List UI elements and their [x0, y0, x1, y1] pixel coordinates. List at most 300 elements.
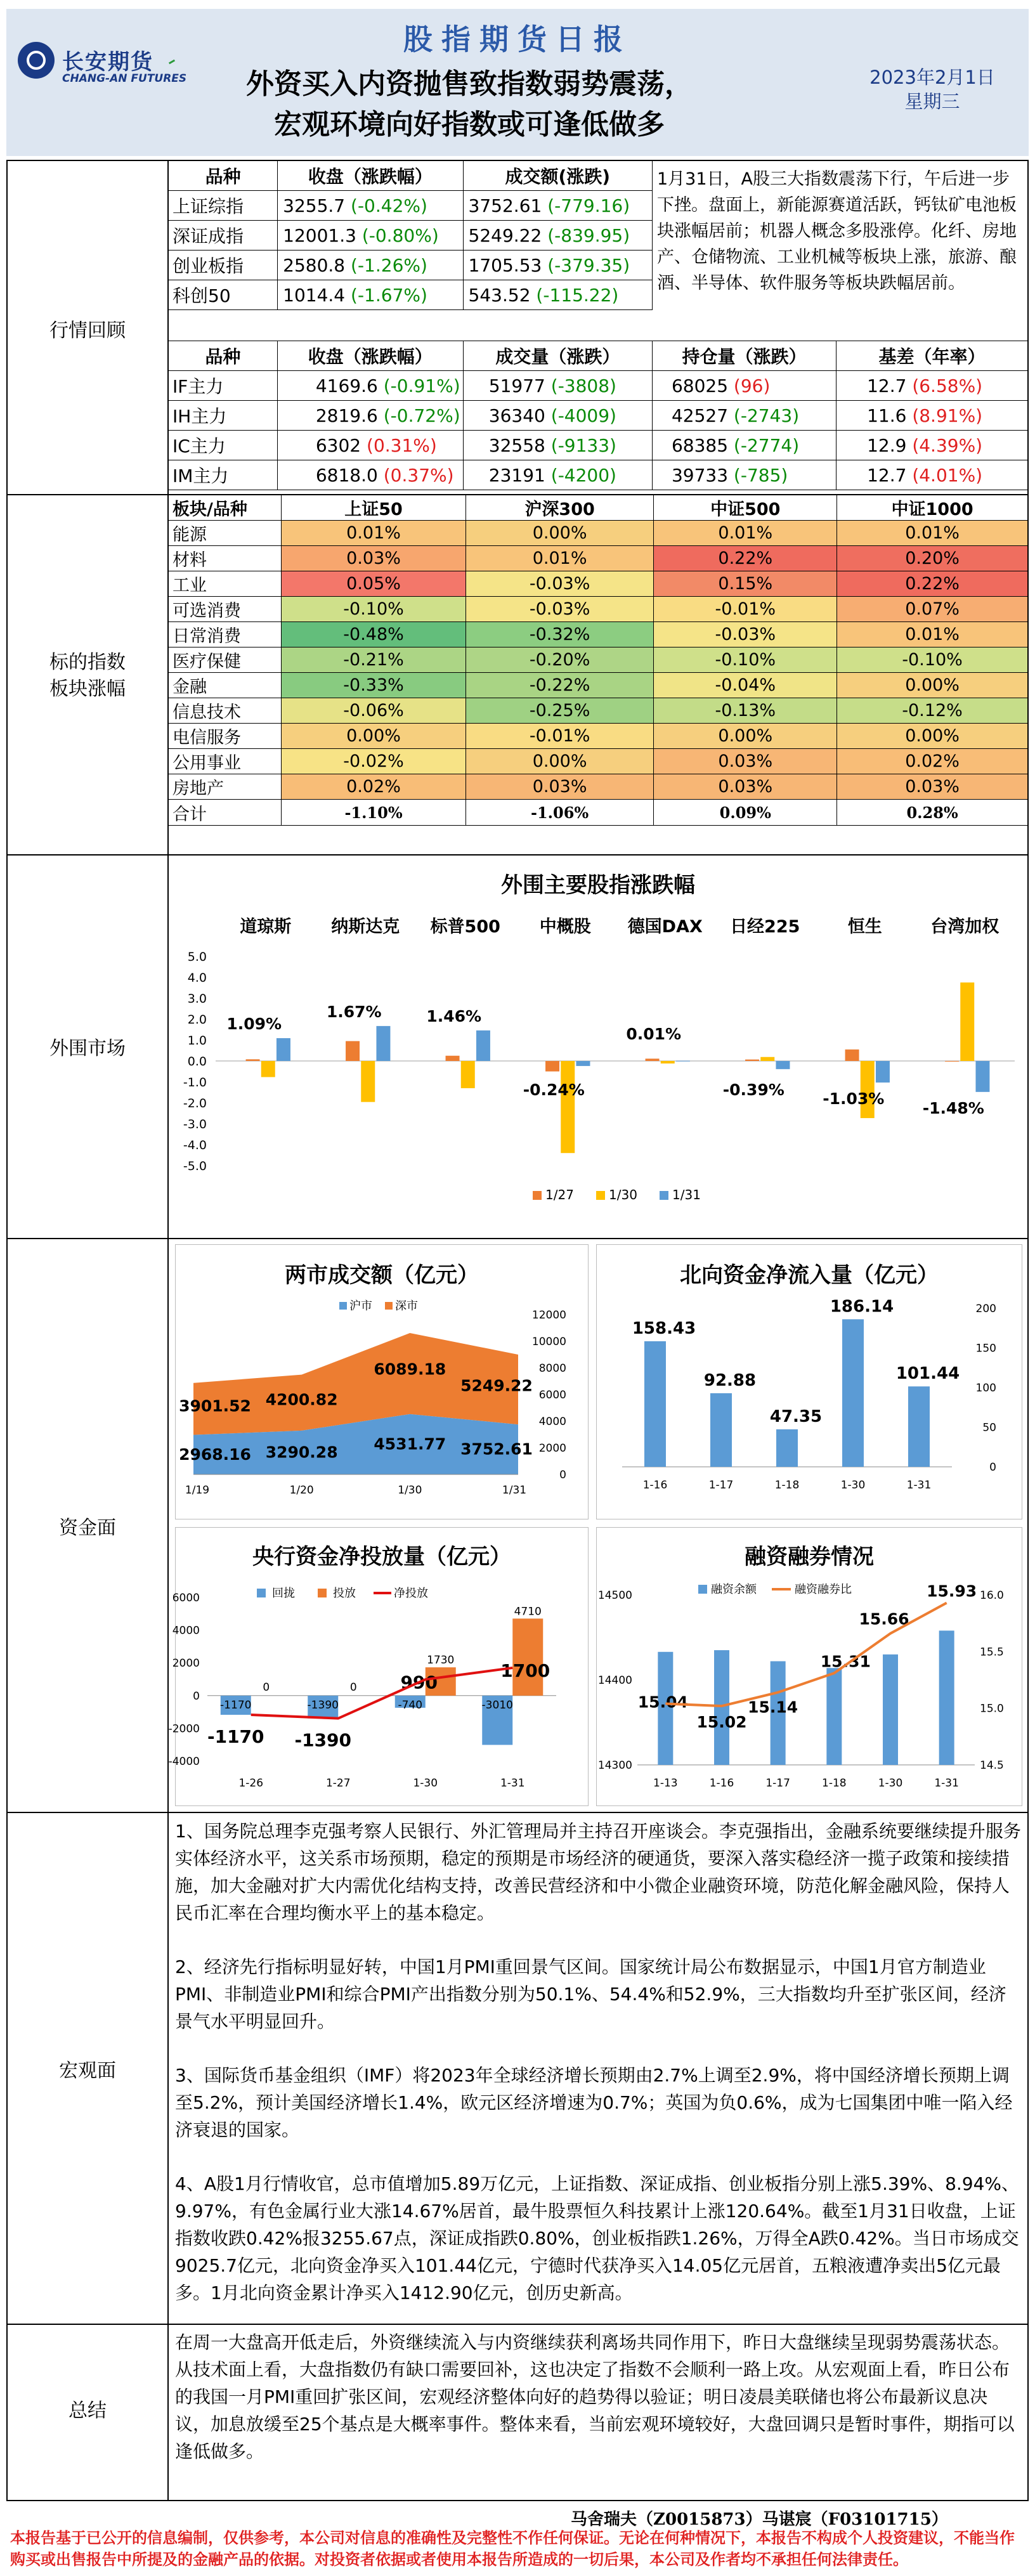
report-authors: 马舍瑞夫（Z0015873）马谌宸（F03101715）: [571, 2510, 948, 2529]
data-label: 1.46%: [426, 1006, 482, 1025]
sector-value: 0.03%: [654, 774, 837, 800]
chart-title: 外围主要股指涨跌幅: [501, 873, 695, 898]
index-close: 3255.7 (-0.42%): [278, 191, 463, 221]
macro-item: 2、经济先行指标明显好转，中国1月PMI重回景气区间。国家统计局公布数据显示，中国1月官方制造业PMI、非制造业PMI和综合PMI产出指数分别为50.1%、54.4%和52.9%，三大指数均升至扩张区间，经济景气水平明显回升。: [175, 1956, 1006, 2032]
futures-oi: 39733 (-785): [652, 460, 836, 490]
y-tick-label: 2.0: [187, 1013, 207, 1027]
sector-header: 板块/品种: [169, 495, 282, 521]
section-label-summary: 总结: [68, 2400, 107, 2422]
margin-chart: [596, 1527, 1022, 1806]
index-header: 收盘（涨跌幅）: [278, 161, 463, 191]
index-name: 深证成指: [169, 221, 278, 250]
sector-value: -0.33%: [282, 673, 466, 698]
index-close: 2580.8 (-1.26%): [278, 250, 463, 280]
headline-line2: 宏观环境向好指数或可逢低做多: [274, 108, 665, 141]
x-tick-label: 1/30: [398, 1484, 422, 1497]
data-label: 0: [263, 1681, 270, 1694]
sector-value: 0.01%: [654, 521, 837, 546]
bar: [646, 1058, 660, 1061]
index-close: 12001.3 (-0.80%): [278, 221, 463, 250]
y-tick-label: 2000: [172, 1657, 200, 1670]
x-tick-label: 1-18: [774, 1479, 800, 1492]
futures-oi: 68385 (-2774): [652, 431, 836, 460]
section-label-external: 外围市场: [49, 1038, 126, 1060]
y-tick-label: 50: [982, 1421, 996, 1434]
legend-label: 融资融券比: [795, 1583, 852, 1596]
data-label: 0: [349, 1681, 357, 1694]
bar: [883, 1655, 898, 1765]
legend-swatch: [596, 1191, 605, 1200]
pboc-chart: [168, 1527, 589, 1806]
data-label: 15.93: [927, 1582, 977, 1601]
futures-oi: 68025 (96): [652, 371, 836, 401]
data-label: 15.66: [859, 1610, 909, 1629]
sector-value: -0.13%: [654, 698, 837, 724]
bar: [975, 1061, 989, 1092]
sector-value: 0.05%: [282, 571, 466, 597]
bar: [576, 1061, 590, 1066]
y-tick-label: -4.0: [183, 1138, 207, 1152]
sector-value: -0.12%: [837, 698, 1028, 724]
bar: [845, 1050, 859, 1061]
sector-name: 日常消费: [169, 622, 282, 647]
sector-value: 0.00%: [465, 749, 654, 774]
data-label: 3752.61: [460, 1440, 533, 1459]
sector-value: -0.01%: [465, 724, 654, 749]
divider: [6, 2324, 1029, 2325]
category-label: 道琼斯: [240, 917, 292, 937]
bar: [376, 1026, 390, 1061]
x-tick-label: 1/31: [502, 1484, 527, 1497]
sector-value: -0.22%: [465, 673, 654, 698]
data-label: 990: [400, 1672, 438, 1693]
futures-basis: 12.9 (4.39%): [836, 431, 1028, 460]
x-tick-label: 1-17: [765, 1777, 790, 1790]
bar: [908, 1386, 930, 1467]
data-label: -1390: [307, 1698, 339, 1712]
bar: [561, 1061, 575, 1153]
sector-value: 0.01%: [465, 546, 654, 571]
legend-swatch: [698, 1585, 707, 1594]
macro-text: [175, 1818, 1022, 2306]
sector-header: 沪深300: [465, 495, 654, 521]
external-markets-svg: [171, 861, 1025, 1233]
sector-name: 医疗保健: [169, 647, 282, 673]
y-tick-label: 8000: [538, 1362, 566, 1375]
data-label: 15.02: [696, 1713, 747, 1732]
turnover-svg: [176, 1245, 589, 1520]
sector-value: -0.03%: [654, 622, 837, 647]
y-tick-label: 5.0: [187, 950, 207, 964]
logo-tick-icon: [169, 60, 175, 65]
data-label: 15.04: [637, 1693, 688, 1712]
x-tick-label: 1-31: [906, 1479, 932, 1492]
index-table: [168, 160, 653, 310]
category-label: 日经225: [730, 917, 800, 937]
sector-value: -0.10%: [654, 647, 837, 673]
bar: [277, 1038, 290, 1061]
sector-row: [169, 647, 1028, 673]
bar: [745, 1060, 759, 1061]
data-label: 15.31: [820, 1652, 871, 1671]
y-tick-label: 6000: [172, 1592, 200, 1604]
macro-item: 4、A股1月行情收官，总市值增加5.89万亿元，上证指数、深证成指、创业板指分别上涨5.39%、8.94%、9.97%，有色金属行业大涨14.67%居首，最牛股票恒久科技累计上涨120.64%。截至1月31日收盘，上证指数收跌0.42%报3255.67点，深证成指跌0.80%，创业板指跌1.26%，万得全A跌0.42%。当日市场成交9025.7亿元，北向资金净买入101.44亿元，宁德时代获净买入14.05亿元居首，五粮液遭净卖出5亿元最多。1月北向资金累计净买入1412.90亿元，创历史新高。: [175, 2173, 1020, 2303]
sector-value: 0.01%: [837, 521, 1028, 546]
sector-value: 0.03%: [465, 774, 654, 800]
sector-value: -0.01%: [654, 597, 837, 622]
data-label: -740: [398, 1698, 423, 1712]
sector-name: 金融: [169, 673, 282, 698]
sector-value: 0.00%: [465, 521, 654, 546]
sector-value: -0.25%: [465, 698, 654, 724]
index-row: [169, 280, 653, 310]
bar: [826, 1668, 842, 1765]
index-volume: 543.52 (-115.22): [463, 280, 652, 310]
bar: [760, 1057, 774, 1061]
y-tick-label: 0: [193, 1689, 200, 1703]
sector-value: 0.03%: [282, 546, 466, 571]
bar: [945, 1061, 959, 1062]
logo-cn: 长安期货: [62, 49, 153, 75]
futures-oi: 42527 (-2743): [652, 401, 836, 431]
sector-row: [169, 571, 1028, 597]
futures-volume: 23191 (-4200): [463, 460, 652, 490]
sector-value: 0.22%: [837, 571, 1028, 597]
y-tick-label: 10000: [531, 1336, 566, 1348]
y-tick-label: 3.0: [187, 992, 207, 1006]
futures-name: IM主力: [169, 460, 278, 490]
y-tick-label: 14500: [597, 1589, 632, 1602]
x-tick-label: 1-30: [878, 1777, 903, 1790]
sector-name: 电信服务: [169, 724, 282, 749]
data-label: 92.88: [703, 1370, 757, 1390]
sector-name: 工业: [169, 571, 282, 597]
northbound-chart: [596, 1244, 1022, 1519]
sector-value: -0.03%: [465, 597, 654, 622]
report-date: 2023年2月1日: [869, 67, 995, 88]
futures-name: IF主力: [169, 371, 278, 401]
y-tick-label: 4000: [538, 1415, 566, 1428]
data-label: 186.14: [830, 1297, 894, 1317]
legend-swatch: [257, 1589, 266, 1597]
index-close: 1014.4 (-1.67%): [278, 280, 463, 310]
divider: [6, 1238, 1029, 1239]
bar: [960, 982, 974, 1061]
bar: [346, 1041, 360, 1061]
chart-title: 两市成交额（亿元）: [285, 1263, 479, 1288]
divider: [6, 854, 1029, 855]
chart-title: 融资融券情况: [745, 1544, 874, 1570]
sector-total: -1.10%: [282, 800, 466, 826]
y-tick-label: -1.0: [183, 1076, 207, 1090]
bar: [246, 1059, 260, 1061]
y-tick-label: 15.0: [980, 1702, 1004, 1715]
legend-label: 回拢: [272, 1587, 295, 1600]
y-tick-label: 0: [989, 1461, 996, 1474]
sector-value: 0.02%: [282, 774, 466, 800]
index-header: 品种: [169, 161, 278, 191]
legend-label: 1/30: [609, 1187, 637, 1202]
legend-label: 1/31: [672, 1187, 701, 1202]
data-label: 15.14: [748, 1698, 798, 1717]
futures-header: 品种: [169, 341, 278, 371]
line-series: [251, 1668, 513, 1719]
y-tick-label: 0: [559, 1469, 566, 1481]
data-label: 3290.28: [265, 1443, 338, 1462]
data-label: -0.24%: [523, 1080, 585, 1099]
futures-table: [168, 341, 1028, 490]
category-label: 恒生: [847, 917, 882, 937]
futures-name: IH主力: [169, 401, 278, 431]
sector-value: -0.04%: [654, 673, 837, 698]
futures-basis: 11.6 (8.91%): [836, 401, 1028, 431]
pboc-svg: [168, 1528, 589, 1807]
sector-header: 中证500: [654, 495, 837, 521]
sector-value: 0.03%: [654, 749, 837, 774]
y-tick-label: -3.0: [183, 1117, 207, 1131]
y-tick-label: 14.5: [980, 1759, 1004, 1772]
bar: [842, 1319, 864, 1467]
sector-value: -0.20%: [465, 647, 654, 673]
sector-value: 0.00%: [837, 724, 1028, 749]
sector-value: 0.00%: [282, 724, 466, 749]
legend-label: 1/27: [545, 1187, 574, 1202]
sector-value: 0.07%: [837, 597, 1028, 622]
futures-close: 6818.0 (0.37%): [277, 460, 463, 490]
data-label: 1730: [427, 1654, 455, 1667]
index-name: 上证综指: [169, 191, 278, 221]
data-label: 1700: [500, 1660, 550, 1681]
index-volume: 1705.53 (-379.35): [463, 250, 652, 280]
category-label: 中概股: [539, 917, 591, 937]
futures-header: 持仓量（涨跌）: [652, 341, 836, 371]
x-tick-label: 1-13: [653, 1777, 678, 1790]
futures-header: 收盘（涨跌幅）: [277, 341, 463, 371]
section-label-funds: 资金面: [59, 1517, 116, 1539]
bar: [661, 1061, 675, 1064]
sector-name: 材料: [169, 546, 282, 571]
category-label: 台湾加权: [930, 917, 999, 937]
legend-label: 融资余额: [711, 1583, 757, 1596]
x-tick-label: 1-16: [642, 1479, 668, 1492]
sector-header: 中证1000: [837, 495, 1028, 521]
futures-row: [169, 460, 1028, 490]
data-label: -1170: [220, 1698, 252, 1712]
x-tick-label: 1-26: [238, 1777, 264, 1790]
sector-name: 房地产: [169, 774, 282, 800]
sector-row: [169, 673, 1028, 698]
bar: [461, 1061, 475, 1088]
y-tick-label: 12000: [531, 1309, 566, 1322]
x-tick-label: 1-18: [822, 1777, 847, 1790]
index-name: 创业板指: [169, 250, 278, 280]
bar: [545, 1061, 559, 1072]
divider: [6, 1812, 1029, 1813]
index-name: 科创50: [169, 280, 278, 310]
sector-name: 信息技术: [169, 698, 282, 724]
market-comment: 1月31日，A股三大指数震荡下行，午后进一步下挫。盘面上，新能源赛道活跃，钙钛矿电池板块涨幅居前；机器人概念多股涨停。化纤、房地产、仓储物流、工业机械等板块上涨，旅游、酿酒、半导体、软件服务等板块跌幅居前。: [657, 169, 1017, 293]
legend-swatch: [385, 1302, 393, 1310]
sector-value: 0.15%: [654, 571, 837, 597]
sector-value: 0.00%: [654, 724, 837, 749]
bar: [644, 1341, 666, 1467]
index-row: [169, 221, 653, 250]
sector-value: 0.02%: [837, 749, 1028, 774]
futures-header: 基差（年率）: [836, 341, 1028, 371]
sector-total: 0.28%: [837, 800, 1028, 826]
sector-total: -1.06%: [465, 800, 654, 826]
data-label: 6089.18: [374, 1360, 446, 1379]
legend-swatch: [660, 1191, 668, 1200]
category-label: 德国DAX: [627, 917, 703, 937]
futures-row: [169, 431, 1028, 460]
sector-row: [169, 749, 1028, 774]
sector-value: 0.22%: [654, 546, 837, 571]
sector-value: -0.06%: [282, 698, 466, 724]
sector-row: [169, 724, 1028, 749]
data-label: 4710: [514, 1605, 542, 1618]
data-label: 158.43: [632, 1318, 696, 1338]
data-label: 5249.22: [460, 1376, 533, 1395]
report-title: 股指期货日报: [403, 22, 632, 56]
sector-value: 0.20%: [837, 546, 1028, 571]
sector-value: -0.03%: [465, 571, 654, 597]
futures-volume: 36340 (-4009): [463, 401, 652, 431]
sector-value: -0.32%: [465, 622, 654, 647]
section-label-review: 行情回顾: [49, 320, 126, 342]
data-label: 101.44: [895, 1364, 960, 1384]
y-tick-label: 1.0: [187, 1034, 207, 1048]
external-markets-chart: [171, 861, 1025, 1233]
category-label: 纳斯达克: [331, 917, 400, 937]
x-tick-label: 1/19: [185, 1484, 210, 1497]
y-tick-label: 16.0: [980, 1589, 1004, 1602]
turnover-chart: [175, 1244, 589, 1519]
sector-total-label: 合计: [169, 800, 282, 826]
data-label: -0.39%: [722, 1080, 784, 1099]
legend-swatch: [533, 1191, 542, 1200]
sector-value: -0.48%: [282, 622, 466, 647]
futures-basis: 12.7 (6.58%): [836, 371, 1028, 401]
sector-table: [168, 495, 1028, 826]
y-tick-label: 6000: [538, 1389, 566, 1402]
y-tick-label: 200: [975, 1303, 996, 1315]
futures-volume: 32558 (-9133): [463, 431, 652, 460]
macro-item: 3、国际货币基金组织（IMF）将2023年全球经济增长预期由2.7%上调至2.9%，将中国经济增长预期上调至5.2%，预计美国经济增长1.4%，欧元区经济增速为0.7%；英国为负0.6%，成为七国集团中唯一陷入经济衰退的国家。: [175, 2065, 1013, 2140]
bar: [361, 1061, 375, 1102]
data-label: -1170: [207, 1726, 264, 1747]
northbound-svg: [597, 1245, 1023, 1520]
index-row: [169, 250, 653, 280]
sector-value: 0.01%: [282, 521, 466, 546]
sector-row: [169, 698, 1028, 724]
legend-label: 净投放: [394, 1587, 428, 1600]
sector-row: [169, 622, 1028, 647]
data-label: -1.48%: [922, 1098, 984, 1117]
futures-name: IC主力: [169, 431, 278, 460]
bar: [446, 1056, 460, 1061]
bar: [512, 1618, 543, 1696]
sector-value: -0.10%: [282, 597, 466, 622]
index-volume: 5249.22 (-839.95): [463, 221, 652, 250]
legend-label: 沪市: [349, 1299, 372, 1313]
data-label: 4531.77: [374, 1434, 446, 1454]
futures-close: 4169.6 (-0.91%): [277, 371, 463, 401]
sector-value: -0.10%: [837, 647, 1028, 673]
bar: [776, 1429, 798, 1467]
x-tick-label: 1-30: [840, 1479, 866, 1492]
futures-close: 6302 (0.31%): [277, 431, 463, 460]
bar: [939, 1630, 954, 1765]
sector-row: [169, 597, 1028, 622]
data-label: -3010: [481, 1698, 513, 1712]
section-label-sector: 标的指数 板块涨幅: [49, 651, 126, 700]
sector-header: 上证50: [282, 495, 466, 521]
y-tick-label: 14300: [597, 1759, 632, 1772]
sector-total: 0.09%: [654, 800, 837, 826]
data-label: -1.03%: [823, 1089, 885, 1108]
x-tick-label: 1-31: [934, 1777, 959, 1790]
y-tick-label: 100: [975, 1382, 996, 1395]
x-tick-label: 1-31: [500, 1777, 525, 1790]
bar: [710, 1393, 732, 1467]
y-tick-label: -2000: [168, 1722, 200, 1736]
x-tick-label: 1-30: [413, 1777, 438, 1790]
bar: [714, 1650, 729, 1765]
data-label: 47.35: [769, 1407, 823, 1426]
index-row: [169, 191, 653, 221]
category-label: 标普500: [430, 917, 500, 937]
legend-label: 深市: [395, 1299, 418, 1313]
sector-name: 可选消费: [169, 597, 282, 622]
legend-swatch: [318, 1589, 327, 1597]
sector-value: 0.01%: [837, 622, 1028, 647]
data-label: 0.01%: [626, 1025, 682, 1044]
y-tick-label: 4.0: [187, 971, 207, 985]
y-tick-label: 150: [975, 1342, 996, 1355]
sector-row: [169, 546, 1028, 571]
data-label: -1390: [294, 1729, 352, 1751]
legend-label: 投放: [333, 1587, 356, 1600]
bar: [776, 1061, 790, 1069]
bar: [476, 1031, 490, 1061]
sector-value: 0.00%: [837, 673, 1028, 698]
legend-swatch: [339, 1302, 347, 1310]
section-label-macro: 宏观面: [59, 2060, 116, 2082]
y-tick-label: 14400: [597, 1674, 632, 1687]
disclaimer: 本报告基于已公开的信息编制，仅供参考，本公司对信息的准确性及完整性不作任何保证。无论在何种情况下，本报告不构成个人投资建议，不能当作购买或出售报告中所提及的金融产品的依据。对投资者依据或者使用本报告所造成的一切后果，本公司及作者均不承担任何法律责任。: [10, 2528, 1015, 2568]
x-tick-label: 1-27: [325, 1777, 351, 1790]
x-tick-label: 1/20: [289, 1484, 314, 1497]
macro-item: 1、国务院总理李克强考察人民银行、外汇管理局并主持召开座谈会。李克强指出，金融系统要继续提升服务实体经济水平，这关系市场预期，稳定的预期是市场经济的硬通货，要深入落实稳经济一揽子政策和接续措施，加大金融对扩大内需优化结构支持，改善民营经济和中小微企业融资环境，防范化解金融风险，保持人民币汇率在合理均衡水平上的基本稳定。: [175, 1821, 1021, 1923]
logo-en: CHANG-AN FUTURES: [62, 72, 187, 85]
bar: [261, 1061, 275, 1077]
y-tick-label: 15.5: [980, 1646, 1004, 1659]
y-tick-label: -4000: [168, 1755, 200, 1768]
data-label: 1.09%: [226, 1015, 282, 1034]
headline-line1: 外资买入内资抛售致指数弱势震荡，: [246, 68, 693, 100]
report-weekday: 星期三: [904, 91, 960, 112]
sector-value: -0.21%: [282, 647, 466, 673]
futures-header: 成交量（涨跌）: [463, 341, 652, 371]
futures-volume: 51977 (-3808): [463, 371, 652, 401]
index-volume: 3752.61 (-779.16): [463, 191, 652, 221]
data-label: 2968.16: [179, 1445, 251, 1464]
sector-name: 能源: [169, 521, 282, 546]
sector-row: [169, 521, 1028, 546]
summary-text: 在周一大盘高开低走后，外资继续流入与内资继续获利离场共同作用下，昨日大盘继续呈现弱势震荡状态。从技术面上看，大盘指数仍有缺口需要回补，这也决定了指数不会顺利一路上攻。从宏观面上看，昨日公布的我国一月PMI重回扩张区间，宏观经济整体向好的趋势得以验证；明日凌晨美联储也将公布最新议息决议，加息放缓至25个基点是大概率事件。整体来看，当前宏观环境较好，大盘回调只是暂时事件，期指可以逢低做多。: [175, 2332, 1015, 2462]
sector-value: -0.02%: [282, 749, 466, 774]
